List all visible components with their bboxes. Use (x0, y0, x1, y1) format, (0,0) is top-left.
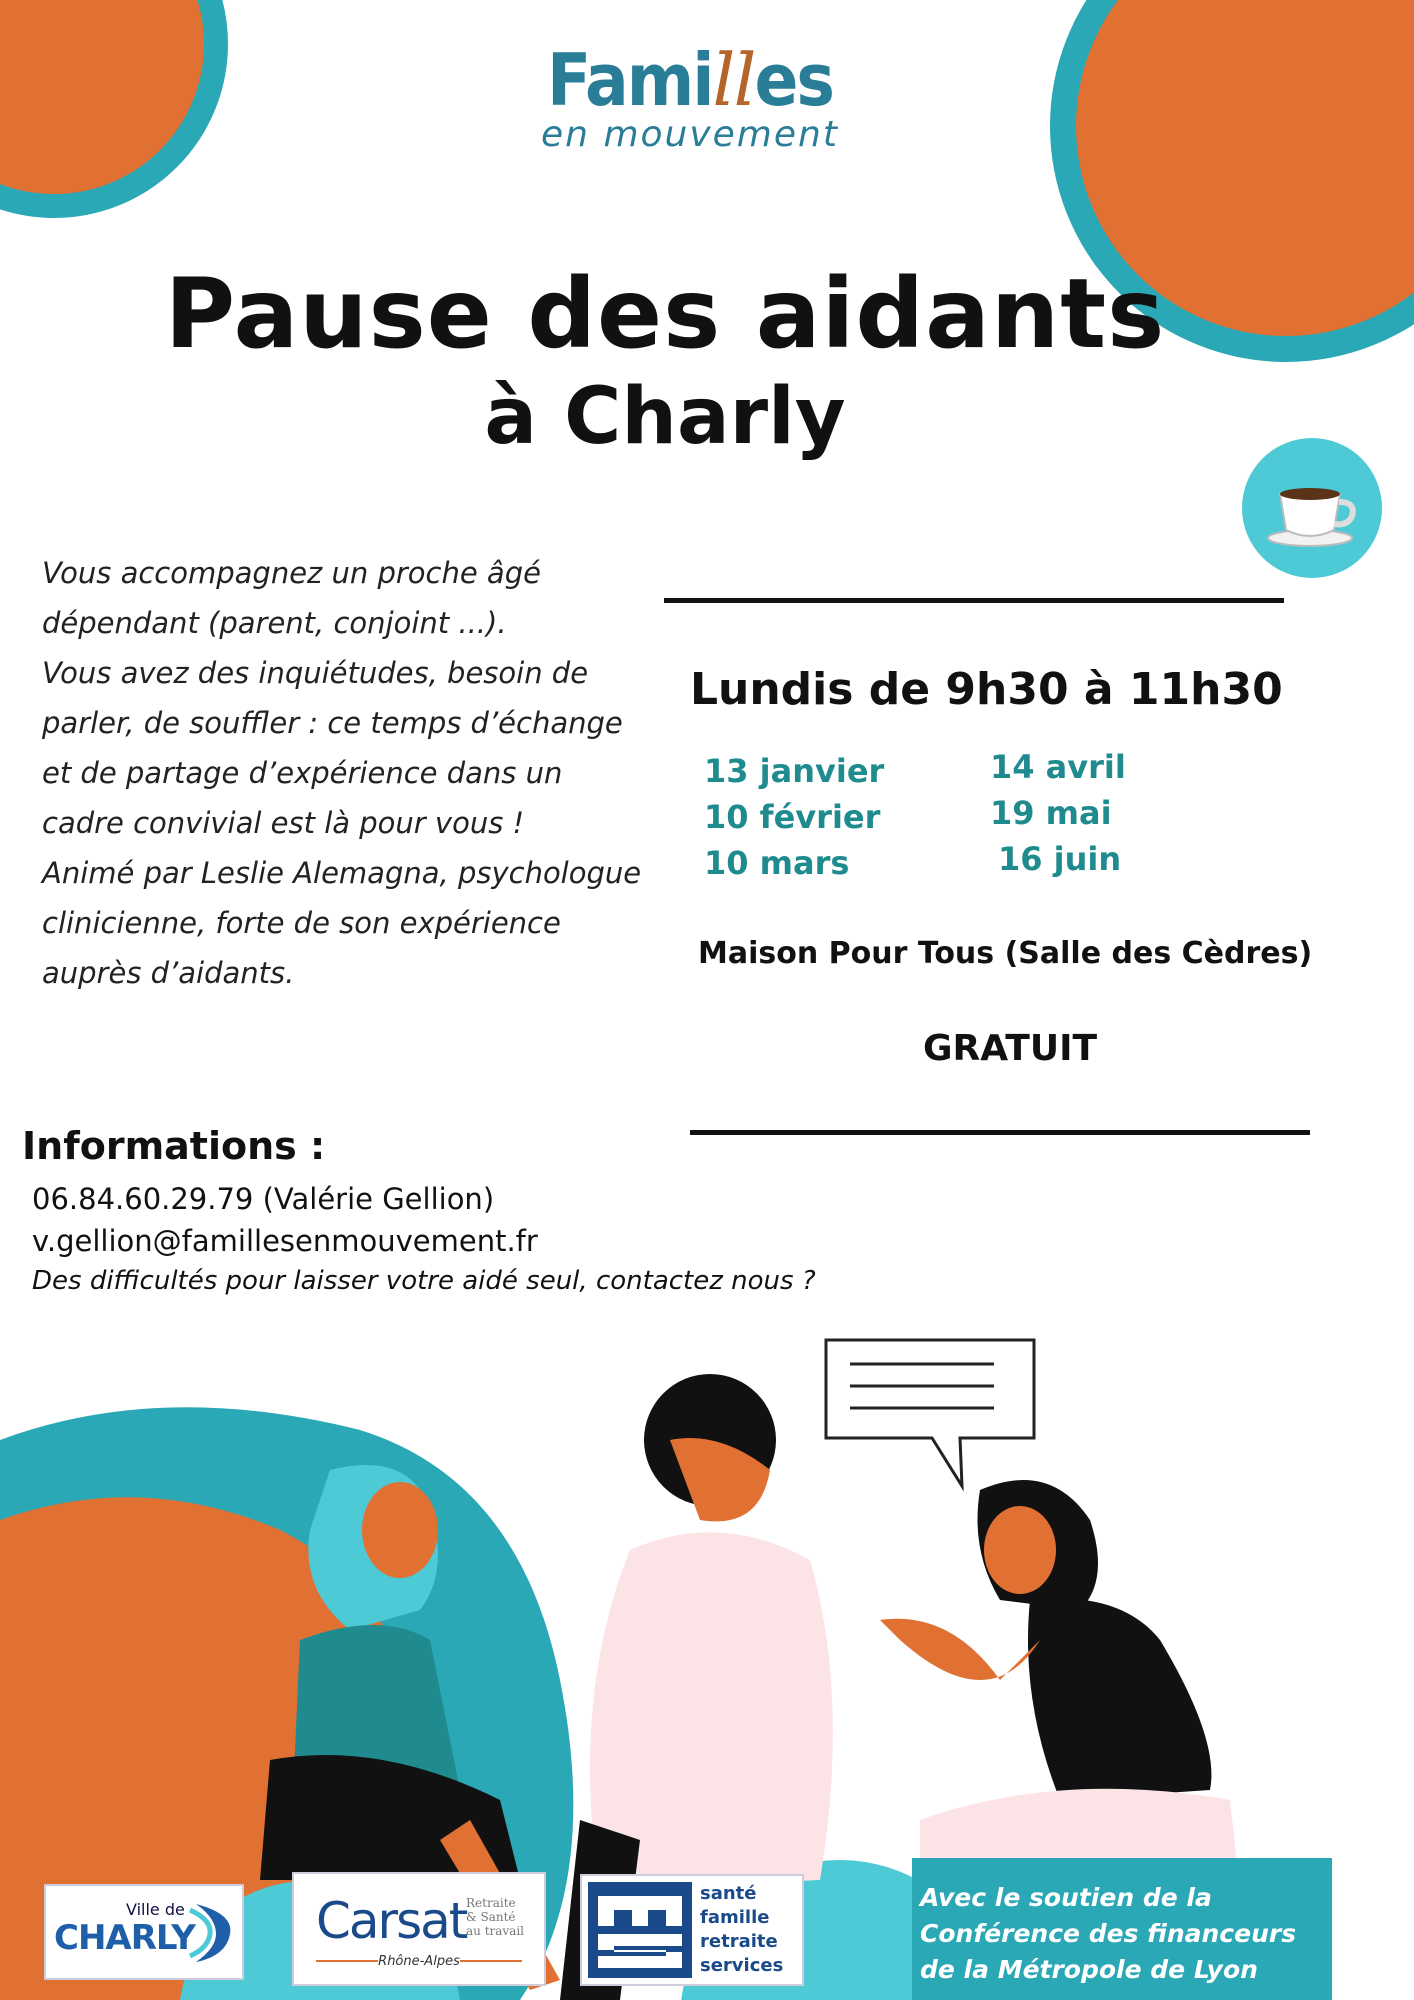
info-email[interactable]: v.gellion@famillesenmouvement.fr (32, 1224, 538, 1258)
msa-text (700, 1882, 783, 1978)
msa-line: retraite (700, 1931, 778, 1952)
date-item: 19 mai (990, 794, 1112, 832)
charly-prefix: Ville de (126, 1900, 185, 1919)
support-line: Conférence des financeurs (920, 1919, 1297, 1948)
divider-bottom (690, 1130, 1310, 1135)
info-phone[interactable]: 06.84.60.29.79 (Valérie Gellion) (32, 1182, 495, 1216)
msa-line: services (700, 1955, 784, 1976)
info-note: Des difficultés pour laisser votre aidé seul, contactez nous ? (32, 1266, 816, 1296)
logo-part-3: es (754, 38, 833, 122)
schedule-heading: Lundis de 9h30 à 11h30 (690, 664, 1283, 715)
msa-emblem-icon (588, 1882, 692, 1978)
support-banner (912, 1858, 1332, 2000)
decorative-circle-top-left (0, 0, 228, 218)
page-subtitle: à Charly (484, 372, 846, 462)
ville-de-charly-logo (44, 1884, 244, 1980)
date-item: 10 février (704, 798, 881, 836)
logo-wordmark (530, 40, 850, 120)
divider-top (664, 598, 1284, 603)
logo-part-1: Fami (546, 38, 713, 122)
carsat-tagline (466, 1896, 524, 1938)
carsat-tagline-line: au travail (466, 1924, 525, 1938)
date-item: 14 avril (990, 748, 1126, 786)
msa-logo (580, 1874, 804, 1986)
intro-paragraph: Animé par Leslie Alemagna, psychologue clinicienne, forte de son expérience auprès d’aidants. (42, 856, 642, 990)
info-title: Informations : (22, 1124, 326, 1168)
carsat-tagline-line: & Santé (466, 1910, 516, 1924)
carsat-region: Rhône-Alpes (378, 1954, 460, 1969)
speech-bubble-icon (826, 1340, 1034, 1486)
charly-name: CHARLY (54, 1918, 195, 1958)
charly-emblem-icon (186, 1900, 238, 1966)
support-line: de la Métropole de Lyon (920, 1955, 1258, 1984)
msa-line: santé (700, 1883, 757, 1904)
intro-paragraph: Vous avez des inquiétudes, besoin de parler, de souffler : ce temps d’échange et de partage d’expérience dans un cadre convivial est là pour vous ! (42, 656, 623, 840)
logo-tagline: en mouvement (541, 114, 839, 155)
logo-part-2: ll (712, 38, 755, 122)
support-line: Avec le soutien de la (920, 1883, 1212, 1912)
carsat-tagline-line: Retraite (466, 1896, 516, 1910)
carsat-name: Carsat (316, 1892, 467, 1950)
support-text (920, 1880, 1330, 1988)
intro-text (42, 548, 652, 998)
woman-right-figure (880, 1480, 1240, 1920)
familles-en-mouvement-logo (530, 40, 850, 155)
msa-line: famille (700, 1907, 770, 1928)
carsat-logo (292, 1872, 546, 1986)
venue: Maison Pour Tous (Salle des Cèdres) (698, 936, 1313, 971)
intro-paragraph: Vous accompagnez un proche âgé dépendant (parent, conjoint ...). (42, 556, 541, 640)
date-item: 16 juin (998, 840, 1122, 878)
price-label: GRATUIT (922, 1028, 1098, 1069)
date-item: 13 janvier (704, 752, 885, 790)
page-title: Pause des aidants (164, 258, 1166, 370)
date-item: 10 mars (704, 844, 850, 882)
